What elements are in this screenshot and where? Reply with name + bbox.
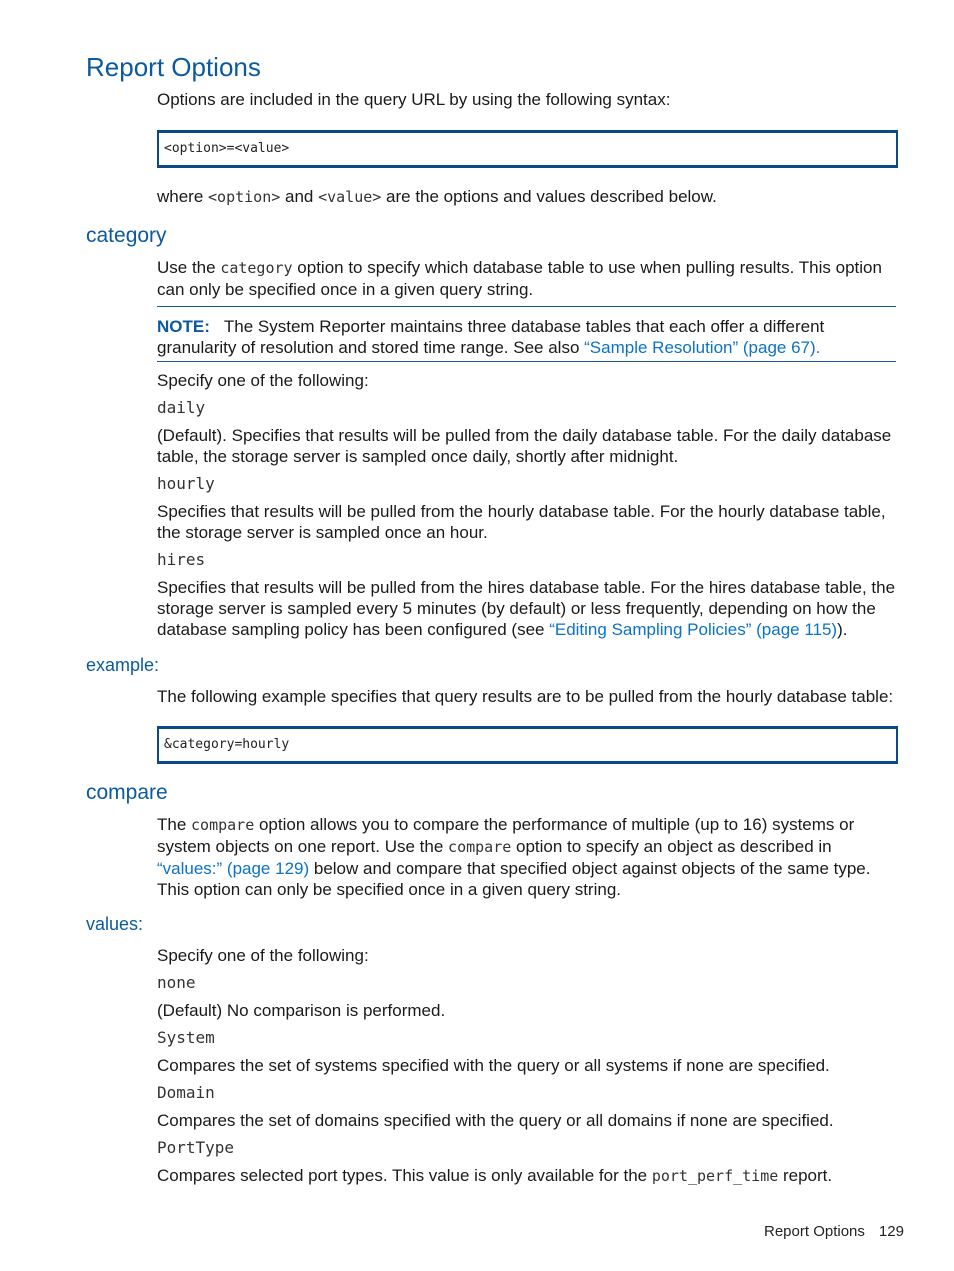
page-number: 129 bbox=[878, 1223, 904, 1240]
where-code-option: <option> bbox=[208, 188, 281, 206]
where-code-value: <value> bbox=[318, 188, 382, 206]
desc-hourly: Specifies that results will be pulled from the hourly database table. For the hourly database table, the storage server is sampled once an hour. bbox=[157, 502, 886, 542]
where-pre: where bbox=[157, 187, 209, 206]
desc-system: Compares the set of systems specified with the query or all systems if none are specified. bbox=[157, 1056, 830, 1075]
example-code-block bbox=[157, 726, 898, 764]
term-daily: daily bbox=[157, 398, 206, 417]
term-none: none bbox=[157, 973, 196, 992]
category-desc-code: category bbox=[220, 259, 293, 277]
desc-daily: (Default). Specifies that results will be pulled from the daily database table. For the daily database table, the storage server is sampled once daily, shortly after midnight. bbox=[157, 426, 892, 466]
desc-hires bbox=[157, 577, 897, 640]
example-code: &category=hourly bbox=[164, 737, 290, 752]
note-end: . bbox=[815, 338, 821, 357]
sample-resolution-link[interactable]: “Sample Resolution” (page 67) bbox=[584, 338, 816, 357]
desc-porttype-pre: Compares selected port types. This value is only available for the bbox=[157, 1166, 652, 1185]
term-domain: Domain bbox=[157, 1083, 215, 1102]
desc-domain: Compares the set of domains specified with the query or all domains if none are specified. bbox=[157, 1111, 834, 1130]
compare-desc bbox=[157, 814, 897, 900]
desc-porttype-post: report. bbox=[778, 1166, 833, 1185]
example-text: The following example specifies that query results are to be pulled from the hourly database table: bbox=[157, 687, 894, 706]
note-body: The System Reporter maintains three database tables that each offer a different granularity of resolution and stored time range. See also bbox=[157, 317, 825, 357]
term-system: System bbox=[157, 1028, 215, 1047]
example-heading: example: bbox=[86, 655, 160, 675]
values-link[interactable]: “values:” (page 129) bbox=[157, 859, 310, 878]
compare-p2: option allows you to compare the performance of multiple (up to 16) systems or system objects on one report. Use the bbox=[157, 815, 855, 856]
where-text bbox=[157, 186, 897, 208]
syntax-code: <option>=<value> bbox=[164, 141, 290, 156]
desc-hires-text: Specifies that results will be pulled from the hires database table. For the hires database table, the storage server is sampled every 5 minutes (by default) or less frequently, depending on how the database sampling policy has been configured (see bbox=[157, 578, 896, 639]
compare-p3: option to specify an object as described in bbox=[511, 837, 832, 856]
syntax-code-block bbox=[157, 130, 898, 168]
term-porttype: PortType bbox=[157, 1138, 235, 1157]
term-hourly: hourly bbox=[157, 474, 215, 493]
compare-p1: The bbox=[157, 815, 192, 834]
editing-sampling-policies-link[interactable]: “Editing Sampling Policies” (page 115) bbox=[549, 620, 838, 639]
category-heading: category bbox=[86, 224, 167, 247]
term-hires: hires bbox=[157, 550, 206, 569]
values-specify: Specify one of the following: bbox=[157, 946, 369, 965]
desc-none: (Default) No comparison is performed. bbox=[157, 1001, 446, 1020]
category-specify: Specify one of the following: bbox=[157, 371, 369, 390]
compare-code-2: compare bbox=[448, 838, 512, 856]
footer-section: Report Options bbox=[764, 1223, 865, 1240]
category-desc-pre: Use the bbox=[157, 258, 221, 277]
where-mid: and bbox=[280, 187, 319, 206]
note-text bbox=[157, 316, 896, 358]
page-footer bbox=[764, 1223, 904, 1240]
desc-porttype-code: port_perf_time bbox=[651, 1167, 779, 1185]
values-heading: values: bbox=[86, 914, 144, 934]
note-label: NOTE: bbox=[157, 317, 210, 336]
where-post: are the options and values described below. bbox=[381, 187, 717, 206]
note-box bbox=[157, 306, 896, 362]
intro-text: Options are included in the query URL by using the following syntax: bbox=[157, 90, 671, 109]
desc-porttype bbox=[157, 1165, 897, 1187]
page-title: Report Options bbox=[86, 52, 261, 82]
compare-p4: below and compare that specified object against objects of the same type. This option can only be specified once in a given query string. bbox=[157, 859, 871, 899]
compare-heading: compare bbox=[86, 781, 168, 804]
compare-code-1: compare bbox=[191, 816, 255, 834]
desc-hires-end: ). bbox=[837, 620, 848, 639]
category-desc-post: option to specify which database table to use when pulling results. This option can only be specified once in a given query string. bbox=[157, 258, 882, 299]
category-desc bbox=[157, 257, 897, 300]
